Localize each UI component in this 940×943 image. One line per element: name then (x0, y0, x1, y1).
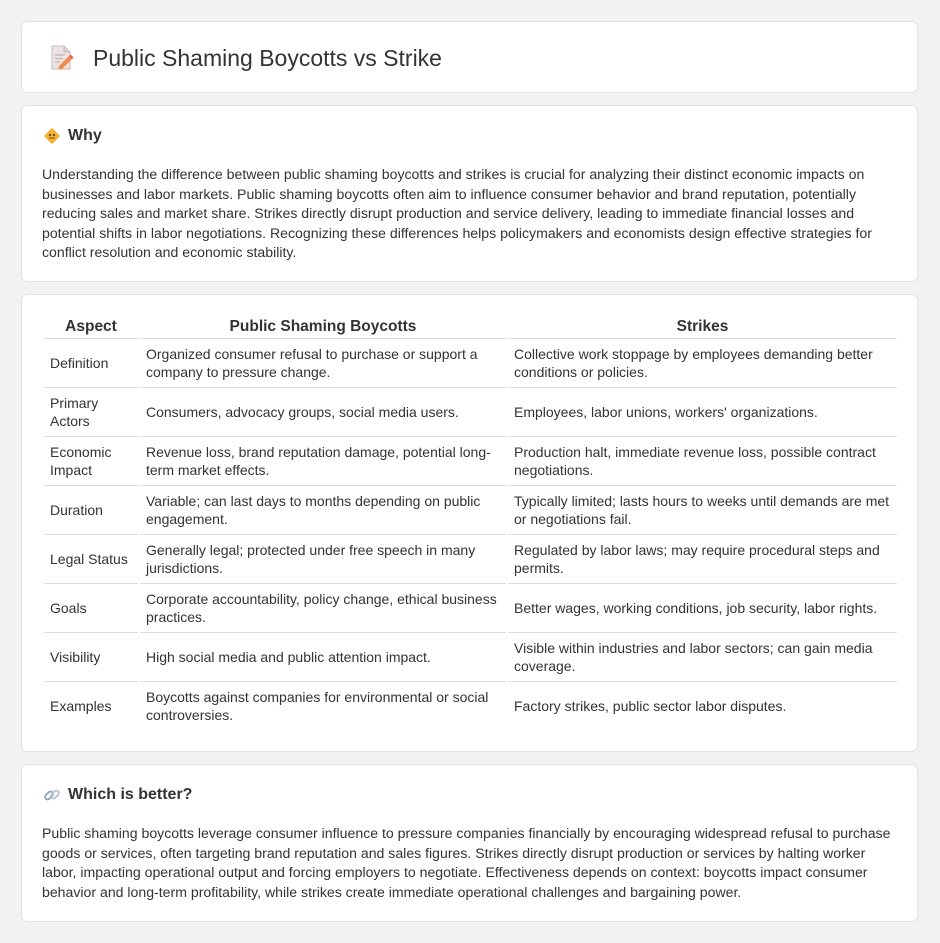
strikes-cell: Collective work stoppage by employees demanding better conditions or policies. (508, 339, 897, 388)
title-row (48, 44, 442, 72)
header-aspect: Aspect (44, 317, 138, 339)
aspect-cell: Economic Impact (44, 437, 138, 486)
link-icon (43, 786, 61, 804)
table-row (44, 486, 897, 535)
table-row (44, 437, 897, 486)
why-heading-row (43, 127, 102, 145)
warning-diamond-icon (43, 127, 61, 145)
header-boycotts: Public Shaming Boycotts (140, 317, 506, 339)
table-row (44, 633, 897, 682)
boycotts-cell: Generally legal; protected under free speech in many jurisdictions. (140, 535, 506, 584)
why-card (21, 105, 918, 282)
strikes-cell: Factory strikes, public sector labor disputes. (514, 698, 787, 714)
aspect-cell: Legal Status (44, 535, 138, 584)
strikes-cell: Production halt, immediate revenue loss, possible contract negotiations. (508, 437, 897, 486)
table-row (44, 682, 897, 730)
aspect-cell: Goals (44, 584, 138, 633)
table-header-row (44, 317, 897, 339)
header-strikes: Strikes (508, 317, 897, 339)
boycotts-cell: Organized consumer refusal to purchase or support a company to pressure change. (140, 339, 506, 388)
boycotts-cell: Boycotts against companies for environmental or social controversies. (146, 689, 489, 723)
comparison-card (21, 294, 918, 752)
boycotts-cell: High social media and public attention impact. (140, 633, 506, 682)
why-heading: Why (68, 127, 102, 144)
why-text: Understanding the difference between public shaming boycotts and strikes is crucial for analyzing their distinct economic impacts on businesses and labor markets. Public shaming boycotts often aim to influence consumer behavior and brand reputation, potentially reducing sales and market share. Strikes directly disrupt production and service delivery, leading to immediate financial losses and potential shifts in labor negotiations. Recognizing these differences helps policymakers and economists design effective strategies for conflict resolution and economic stability. (42, 166, 872, 261)
strikes-cell: Better wages, working conditions, job security, labor rights. (508, 584, 897, 633)
comparison-table (42, 317, 899, 730)
title-card (21, 21, 918, 93)
aspect-cell: Duration (44, 486, 138, 535)
boycotts-cell: Revenue loss, brand reputation damage, potential long-term market effects. (140, 437, 506, 486)
aspect-cell: Examples (50, 698, 112, 714)
strikes-cell: Visible within industries and labor sectors; can gain media coverage. (508, 633, 897, 682)
which-better-card (21, 764, 918, 922)
boycotts-cell: Corporate accountability, policy change, ethical business practices. (140, 584, 506, 633)
aspect-cell: Visibility (44, 633, 138, 682)
page-title: Public Shaming Boycotts vs Strike (93, 44, 442, 71)
boycotts-cell: Consumers, advocacy groups, social media users. (140, 388, 506, 437)
aspect-cell: Primary Actors (44, 388, 138, 437)
table-row (44, 388, 897, 437)
boycotts-cell: Variable; can last days to months depending on public engagement. (140, 486, 506, 535)
strikes-cell: Typically limited; lasts hours to weeks until demands are met or negotiations fail. (508, 486, 897, 535)
table-row (44, 584, 897, 633)
strikes-cell: Employees, labor unions, workers' organizations. (508, 388, 897, 437)
better-text: Public shaming boycotts leverage consumer influence to pressure companies financially by encouraging widespread refusal to purchase goods or services, often targeting brand reputation and sales figures. Strikes directly disrupt production or services by halting worker labor, impacting operational output and forcing employers to negotiate. Effectiveness depends on context: boycotts impact consumer behavior and long-term profitability, while strikes create immediate operational challenges and bargaining power. (42, 825, 891, 900)
better-heading: Which is better? (68, 786, 193, 803)
better-heading-row (43, 786, 192, 804)
document-icon (48, 44, 74, 72)
table-row (44, 535, 897, 584)
strikes-cell: Regulated by labor laws; may require procedural steps and permits. (508, 535, 897, 584)
aspect-cell: Definition (44, 339, 138, 388)
table-row (44, 339, 897, 388)
